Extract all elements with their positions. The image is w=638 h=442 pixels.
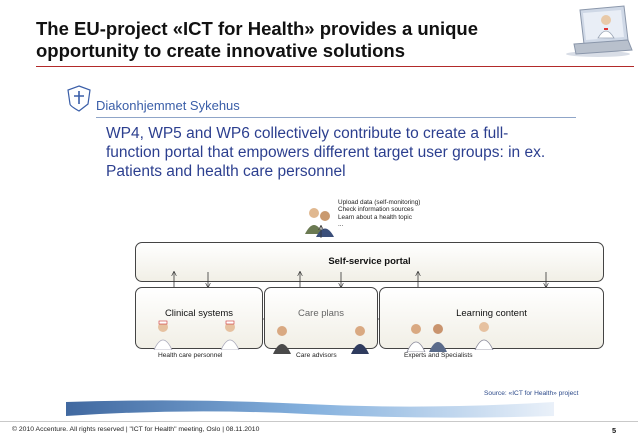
page-number: 5 xyxy=(612,426,617,435)
hospital-name: Diakonhjemmet Sykehus xyxy=(96,98,240,113)
footer-divider xyxy=(0,421,638,422)
expert-icon xyxy=(406,322,426,352)
source-note: Source: «ICT for Health» project xyxy=(484,390,579,397)
box-label: Learning content xyxy=(456,308,527,319)
nurse-icon xyxy=(220,320,240,350)
box-label: Care plans xyxy=(298,308,344,319)
slide-title: The EU-project «ICT for Health» provides a unique opportunity to create innovative solutions xyxy=(36,18,479,61)
advisor-icon xyxy=(272,324,292,354)
box-label: Clinical systems xyxy=(164,308,234,319)
footer-text: © 2010 Accenture. All rights reserved | "ICT for Health" meeting, Oslo | 08.11.2010 xyxy=(12,426,260,433)
user-note: Upload data (self-monitoring) xyxy=(338,199,421,206)
expert-icon xyxy=(474,320,494,350)
portal-label: Self-service portal xyxy=(328,256,411,267)
headline-text: WP4, WP5 and WP6 collectively contribute to create a full-function portal that empowers different target user groups: in ex. Patients and health care personnel xyxy=(106,125,546,180)
box-caption: Experts and Specialists xyxy=(404,352,473,359)
expert-icon xyxy=(428,322,448,352)
user-note: Learn about a health topic xyxy=(338,213,412,221)
box-caption: Care advisors xyxy=(296,352,337,359)
footer-wave-graphic xyxy=(66,398,554,420)
box-caption: Health care personnel xyxy=(158,352,223,359)
nurse-icon xyxy=(153,320,173,350)
user-note: ... xyxy=(338,221,344,229)
user-note: Check information sources xyxy=(338,206,414,214)
advisor-icon xyxy=(350,324,370,354)
